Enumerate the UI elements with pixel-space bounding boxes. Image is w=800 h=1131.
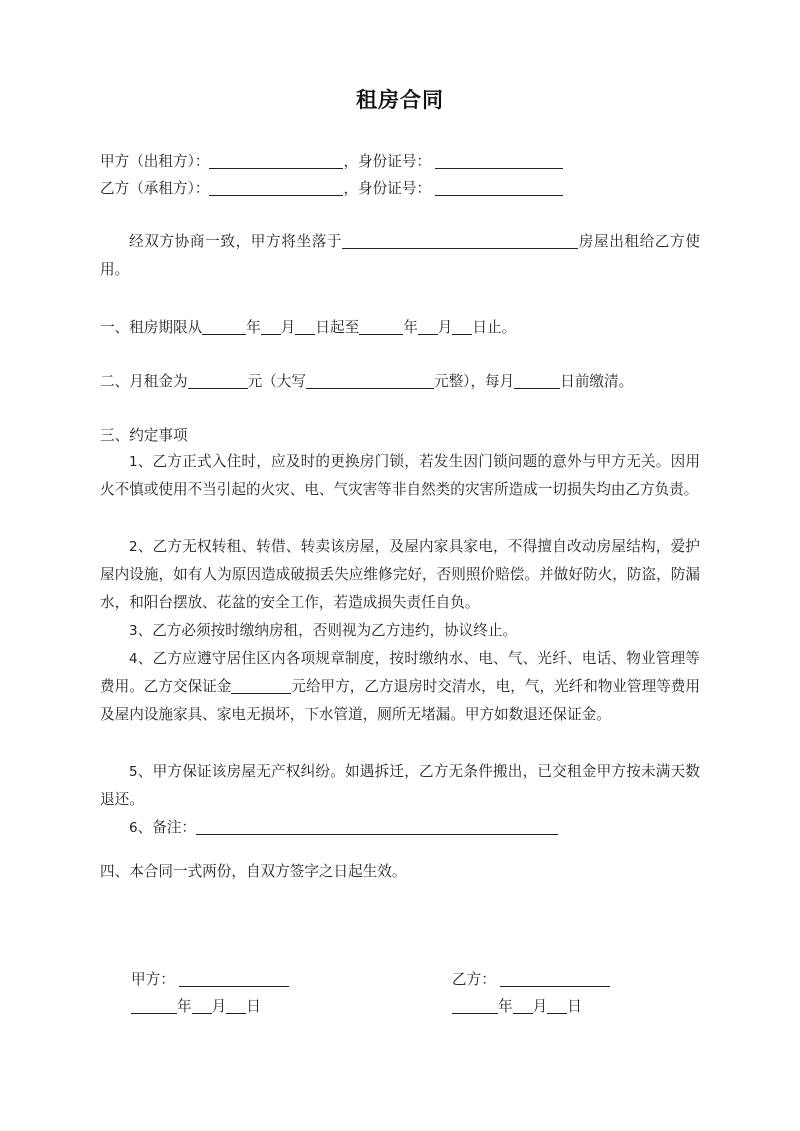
party-a-day-blank[interactable]	[226, 998, 246, 1014]
yuan-upper-label: 元（大写	[247, 373, 306, 390]
end-month-blank[interactable]	[418, 319, 438, 335]
clause-1-lease-term	[100, 318, 516, 338]
day-to-label: 日止。	[472, 319, 517, 336]
document-title: 租房合同	[356, 88, 444, 112]
party-b-signature	[452, 970, 610, 990]
item-number: 1	[129, 454, 138, 470]
party-b-label: 乙方（承租方）：	[100, 180, 210, 197]
item-number: 5	[129, 764, 138, 780]
item-text: 、乙方正式入住时，应及时的更换房门锁，若发生因门锁问题的意外与甲方无关。因用火不慎或使用不当引起的火灾、电、气灾害等非自然类的灾害所造成一切损失均由乙方负责。	[100, 453, 700, 499]
start-month-blank[interactable]	[261, 319, 281, 335]
party-b-month-blank[interactable]	[513, 998, 533, 1014]
clause-3-item-4	[100, 645, 700, 730]
party-a-line	[100, 152, 563, 172]
party-a-month-blank[interactable]	[192, 998, 212, 1014]
party-a-signature-label: 甲方：	[131, 971, 175, 988]
yuan-whole-label: 元整），每月	[433, 373, 515, 390]
deposit-amount-blank[interactable]	[231, 678, 291, 694]
item-text: 、乙方必须按时缴纳房租，否则视为乙方违约，协议终止。	[137, 622, 518, 639]
party-b-signature-blank[interactable]	[500, 971, 610, 987]
item-text-after: 元给甲方，乙方退房时交清水，电，气，光纤和物业管理等费用及屋内设施家具、家电无损坏，下水管道，厕所无堵漏。甲方如数退还保证金。	[100, 678, 700, 724]
year-label: 年	[177, 998, 192, 1015]
item-number: 3	[129, 623, 138, 639]
rent-in-words-blank[interactable]	[306, 373, 434, 389]
party-b-date	[452, 997, 582, 1017]
item-number: 4	[129, 651, 138, 667]
item-number: 6	[129, 820, 138, 836]
party-a-id-blank[interactable]	[435, 153, 563, 169]
clause-3-item-3	[100, 617, 700, 645]
party-a-id-label: ，身份证号：	[343, 153, 432, 170]
month-label: 月	[532, 998, 548, 1015]
clause-3-item-1	[100, 448, 700, 504]
party-a-label: 甲方（出租方）：	[100, 153, 210, 170]
party-b-id-label: ，身份证号：	[343, 180, 432, 197]
clause-2-prefix: 二、月租金为	[100, 373, 188, 390]
party-a-signature	[131, 970, 289, 990]
clause-3-item-5	[100, 758, 700, 814]
item-text: 、备注：	[137, 819, 196, 836]
party-b-day-blank[interactable]	[547, 998, 567, 1014]
payment-day-blank[interactable]	[514, 373, 560, 389]
party-b-name-blank[interactable]	[209, 180, 343, 196]
item-number: 2	[129, 539, 138, 555]
party-a-year-blank[interactable]	[131, 998, 177, 1014]
item-text: 、乙方无权转租、转借、转卖该房屋，及屋内家具家电，不得擅自改动房屋结构，爱护屋内设施，如有人为原因造成破损丢失应维修完好，否则照价赔偿。并做好防火，防盗，防漏水，和阳台摆放、花盆的安全工作，若造成损失责任自负。	[100, 538, 700, 612]
month-label: 月	[280, 319, 296, 336]
year-label: 年	[403, 319, 418, 336]
intro-paragraph	[100, 228, 700, 284]
day-from-label: 日起至	[315, 319, 360, 336]
party-b-year-blank[interactable]	[452, 998, 498, 1014]
month-label: 月	[211, 998, 227, 1015]
end-year-blank[interactable]	[359, 319, 403, 335]
item-text: 、甲方保证该房屋无产权纠纷。如遇拆迁，乙方无条件搬出，已交租金甲方按未满天数退还。	[100, 763, 700, 809]
clause-4-effect: 四、本合同一式两份，自双方签字之日起生效。	[100, 863, 407, 880]
year-label: 年	[246, 319, 261, 336]
property-address-blank[interactable]	[342, 233, 578, 249]
item-text-before: 、乙方应遵守居住区内各项规章制度，按时缴纳水、电、气、光纤、电话、物业管理等费用。乙方交保证金	[100, 650, 700, 696]
party-b-line	[100, 179, 563, 199]
start-year-blank[interactable]	[202, 319, 246, 335]
intro-text-after: 房屋出租给乙方使用。	[100, 233, 700, 279]
clause-3-heading: 三、约定事项	[100, 427, 188, 444]
end-day-blank[interactable]	[452, 319, 472, 335]
party-a-date	[131, 997, 261, 1017]
day-label: 日	[246, 998, 261, 1015]
party-a-name-blank[interactable]	[209, 153, 343, 169]
intro-text-before: 经双方协商一致，甲方将坐落于	[129, 233, 343, 250]
clause-3-item-6	[100, 814, 700, 842]
party-a-signature-blank[interactable]	[179, 971, 289, 987]
clause-3-item-2	[100, 533, 700, 618]
monthly-rent-blank[interactable]	[188, 373, 248, 389]
party-b-signature-label: 乙方：	[452, 971, 496, 988]
start-day-blank[interactable]	[295, 319, 315, 335]
year-label: 年	[498, 998, 513, 1015]
day-label: 日	[567, 998, 582, 1015]
month-label: 月	[437, 319, 453, 336]
remarks-blank[interactable]	[196, 819, 558, 835]
party-b-id-blank[interactable]	[435, 180, 563, 196]
clause-1-prefix: 一、租房期限从	[100, 319, 203, 336]
clause-2-suffix: 日前缴清。	[560, 373, 634, 390]
clause-2-rent	[100, 372, 633, 392]
